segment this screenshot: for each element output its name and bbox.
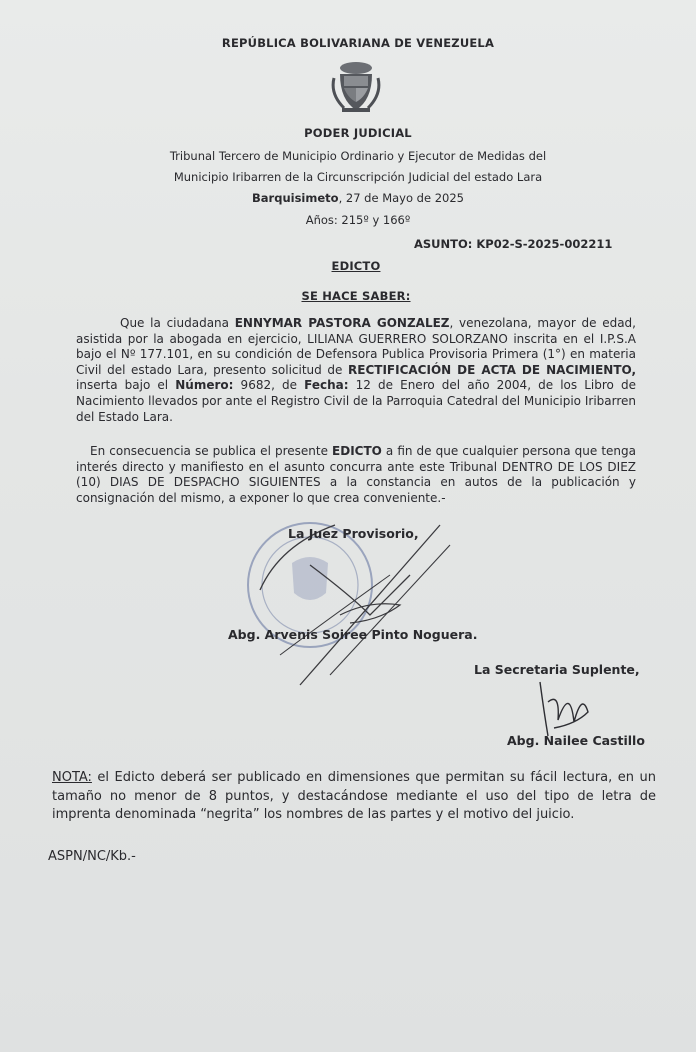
place-date [0, 191, 696, 205]
p1-text-4: 9682, de [233, 378, 305, 393]
country-heading: REPÚBLICA BOLIVARIANA DE VENEZUELA [221, 36, 495, 50]
note-label: NOTA: [52, 770, 92, 785]
p2-text-2: a fin de que cualquier persona que tenga interés directo y manifiesto en el asunto concurra ante este Tribunal DENTRO DE LOS DIEZ (10) DIAS DE DESPACHO SIGUIENTES a la constancia en autos de la publicación y consignación del mismo, a exponer lo que crea conveniente.- [76, 444, 636, 505]
document-title: EDICTO [331, 259, 381, 273]
coat-of-arms-icon [330, 58, 382, 114]
p1-text-3: inserta bajo el [76, 378, 176, 393]
date: , 27 de Mayo de 2025 [338, 191, 464, 205]
p1-text-2: , venezolana, mayor de edad, asistida por la abogada en ejercicio, LILIANA GUERRERO SOLORZANO inscrita en el I.P.S.A bajo el Nº 177.101, en su condición de Defensora Publica Provisoria Primera (1°) en materia Civil del estado Lara, presento solicitud de [76, 316, 636, 377]
note-text: el Edicto deberá ser publicado en dimensiones que permitan su fácil lectura, en un tamaño no menor de 8 puntos, y destacándose mediante el uso del tipo de letra de imprenta denominada “negrita” los nombres de las partes y el motivo del juicio. [52, 770, 656, 822]
judge-name: Abg. Arvenis Soiree Pinto Noguera. [228, 627, 478, 642]
handwritten-signature [530, 672, 600, 742]
branch-heading: PODER JUDICIAL [304, 126, 412, 140]
p1-text-5: 12 de Enero del año 2004, de los Libro de Nacimiento llevados por ante el Registro Civil de la Parroquia Catedral del Municipio Iribarren del Estado Lara. [76, 378, 637, 424]
initials: ASPN/NC/Kb.- [48, 849, 136, 864]
body-paragraph-1 [76, 316, 636, 425]
number-label: Número: [175, 378, 234, 393]
case-number: ASUNTO: KP02-S-2025-002211 [414, 237, 613, 251]
edicto-word: EDICTO [332, 444, 382, 458]
body-paragraph-2 [76, 444, 636, 506]
petitioner-name: ENNYMAR PASTORA GONZALEZ [234, 316, 450, 330]
p1-text-1: Que la ciudadana [120, 316, 235, 330]
document-subtitle: SE HACE SABER: [301, 289, 411, 303]
secretary-name: Abg. Nailee Castillo [507, 733, 645, 748]
years-line: Años: 215º y 166º [305, 213, 411, 227]
p2-text-1: En consecuencia se publica el presente [90, 444, 333, 458]
judge-title: La Juez Provisorio, [288, 526, 419, 541]
court-line-2: Municipio Iribarren de la Circunscripción Judicial del estado Lara [173, 170, 543, 184]
publication-note [52, 769, 656, 825]
court-line-1: Tribunal Tercero de Municipio Ordinario y Ejecutor de Medidas del [169, 149, 547, 163]
case-motive: RECTIFICACIÓN DE ACTA DE NACIMIENTO, [348, 362, 637, 377]
date-label: Fecha: [304, 378, 349, 393]
secretary-title: La Secretaria Suplente, [474, 662, 640, 677]
city: Barquisimeto [252, 191, 339, 205]
